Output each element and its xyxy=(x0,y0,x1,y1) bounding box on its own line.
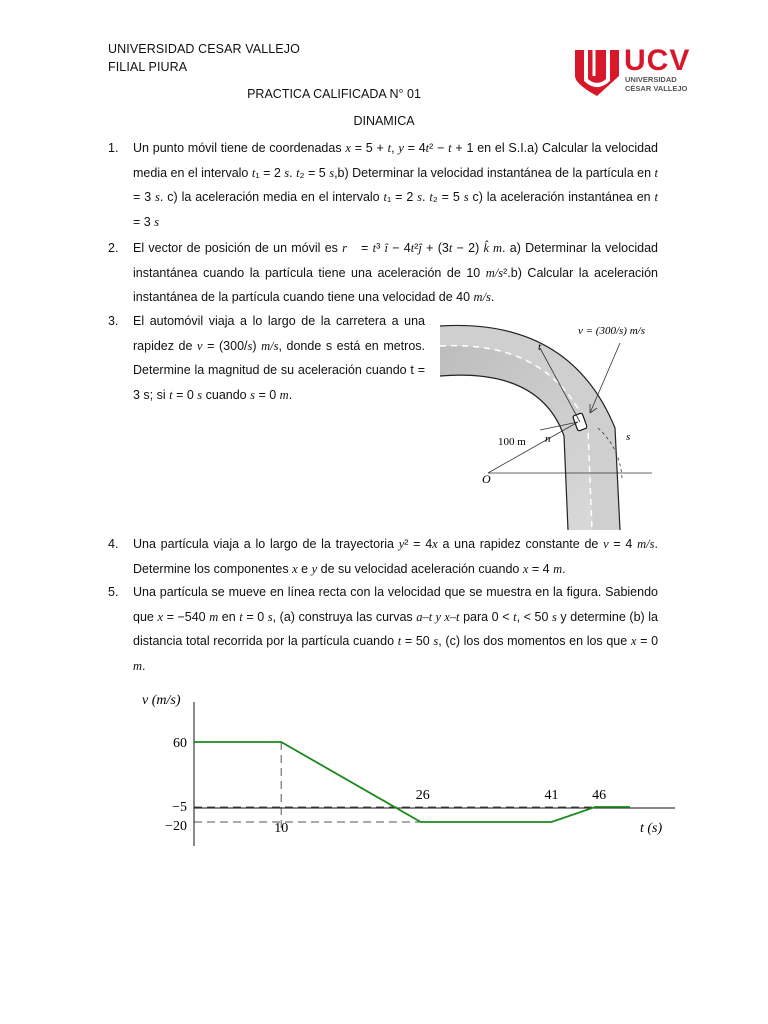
problem-3-text: El automóvil viaja a lo largo de la carretera a una rapidez de v = (300/s) m/s, donde s está en metros. Determine la magnitud de su aceleración cuando t = 3 s; si t = 0 s cuando s = 0 m. xyxy=(133,314,425,402)
x-tick-46: 46 xyxy=(592,788,607,803)
branch-name: FILIAL PIURA xyxy=(108,60,188,74)
label-t: t xyxy=(538,341,542,353)
label-radius: 100 m xyxy=(498,436,526,448)
y-tick-minus5: −5 xyxy=(172,800,187,815)
x-tick-26: 26 xyxy=(415,788,430,803)
problem-5-number: 5. xyxy=(108,585,119,599)
page-title: PRACTICA CALIFICADA N° 01 xyxy=(247,87,421,101)
university-name: UNIVERSIDAD CESAR VALLEJO xyxy=(108,42,300,56)
problem-1-number: 1. xyxy=(108,141,119,155)
logo-line2: CÉSAR VALLEJO xyxy=(625,84,688,93)
label-n: n xyxy=(545,433,551,445)
chart-guides xyxy=(194,742,595,832)
chart-labels xyxy=(142,693,663,836)
chart-ylabel: v (m/s) xyxy=(142,693,181,708)
problem-2-number: 2. xyxy=(108,241,119,255)
y-tick-minus20: −20 xyxy=(165,819,187,834)
road-curve-figure xyxy=(440,318,660,530)
x-tick-41: 41 xyxy=(544,788,559,803)
problem-3-number: 3. xyxy=(108,314,119,328)
velocity-time-chart xyxy=(130,680,690,860)
problem-4-text: Una partícula viaja a lo largo de la trayectoria y² = 4x a una rapidez constante de v = 4 m/s. Determine los componentes x e y de su velocidad aceleración cuando x = 4 m. xyxy=(133,537,658,576)
logo-big-text: UCV xyxy=(624,44,691,77)
label-s: s xyxy=(626,431,631,443)
problem-5-text: Una partícula se mueve en línea recta con la velocidad que se muestra en la figura. Sabiendo que x = −540 m en t = 0 s, (a) construya las curvas a–t y x–t para 0 < t, < 50 s y determine (b) la distancia total recorrida por la partícula cuando t = 50 s, (c) los dos momentos en los que x = 0 m. xyxy=(133,585,659,673)
speed-label: v = (300/s) m/s xyxy=(578,325,645,337)
velocity-series-line xyxy=(194,742,630,822)
problem-1-text: Un punto móvil tiene de coordenadas x = 5 + t, y = 4t² − t + 1 en el S.I.a) Calcular la velocidad media en el intervalo t₁ = 2 s. t₂ = 5 s,b) Determinar la velocidad instantánea de la partícula en t = 3 s. c) la aceleración media en el intervalo t₁ = 2 s. t₂ = 5 s c) la aceleración instantánea en t = 3 s xyxy=(133,141,659,229)
x-tick-10: 10 xyxy=(274,821,289,836)
problem-2-text: El vector de posición de un móvil es r⃗ = t³ î − 4t²ĵ + (3t − 2) k̂ m. a) Determinar la velocidad instantánea cuando la partícula tiene una aceleración de 10 m/s².b) Calcular la aceleración instantánea de la partícula cuando tiene una velocidad de 40 m/s. xyxy=(133,241,658,304)
logo-line1: UNIVERSIDAD xyxy=(625,75,677,84)
page-subtitle: DINAMICA xyxy=(353,114,415,128)
label-origin: O xyxy=(482,472,491,486)
y-tick-60: 60 xyxy=(173,736,187,751)
problem-4-number: 4. xyxy=(108,537,119,551)
speed-arrow xyxy=(590,343,620,413)
chart-xlabel: t (s) xyxy=(640,821,663,836)
